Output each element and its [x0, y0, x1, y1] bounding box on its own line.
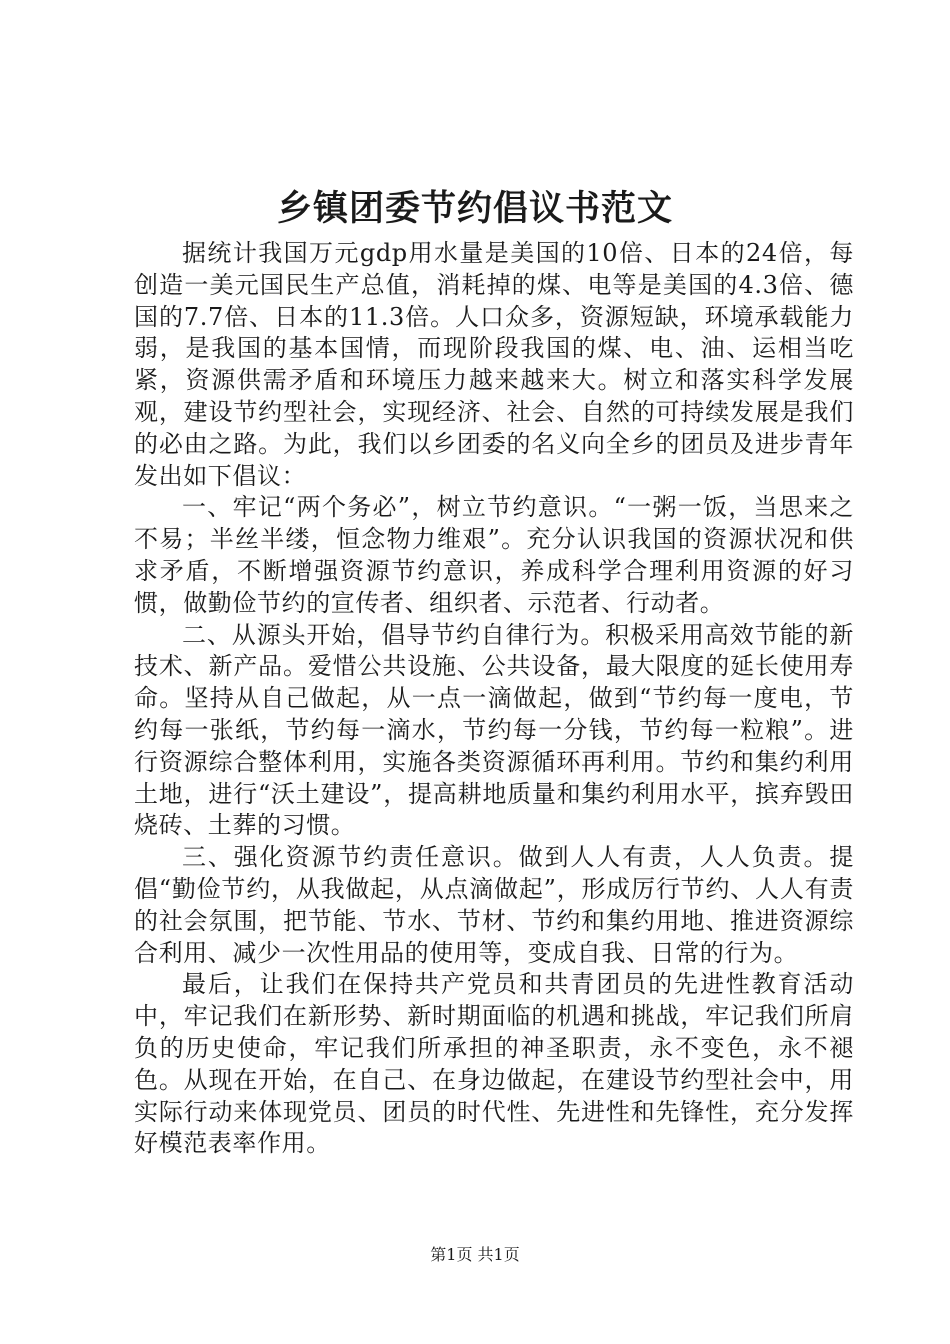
paragraph-intro: 据统计我国万元gdp用水量是美国的10倍、日本的24倍，每创造一美元国民生产总值，消耗掉的煤、电等是美国的4.3倍、德国的7.7倍、日本的11.3倍。人口众多，资源短缺，环境承载能力弱，是我国的基本国情，而现阶段我国的煤、电、油、运相当吃紧，资源供需矛盾和环境压力越来越来大。树立和落实科学发展观，建设节约型社会，实现经济、社会、自然的可持续发展是我们的必由之路。为此，我们以乡团委的名义向全乡的团员及进步青年发出如下倡议： [134, 239, 854, 490]
paragraph-conclusion: 最后，让我们在保持共产党员和共青团员的先进性教育活动中，牢记我们在新形势、新时期面临的机遇和挑战，牢记我们所肩负的历史使命，牢记我们所承担的神圣职责，永不变色，永不褪色。从现在开始，在自己、在身边做起，在建设节约型社会中，用实际行动来体现党员、团员的时代性、先进性和先锋性，充分发挥好模范表率作用。 [134, 970, 854, 1158]
page-number-footer: 第1页 共1页 [430, 1245, 520, 1264]
paragraph-item-3: 三、强化资源节约责任意识。做到人人有责，人人负责。提倡“勤俭节约，从我做起，从点滴做起”，形成厉行节约、人人有责的社会氛围，把节能、节水、节材、节约和集约用地、推进资源综合利用、减少一次性用品的使用等，变成自我、日常的行为。 [134, 843, 854, 967]
document-body [134, 238, 854, 1160]
paragraph-item-1: 一、牢记“两个务必”，树立节约意识。“一粥一饭，当思来之不易；半丝半缕，恒念物力维艰”。充分认识我国的资源状况和供求矛盾，不断增强资源节约意识，养成科学合理利用资源的好习惯，做勤俭节约的宣传者、组织者、示范者、行动者。 [134, 493, 854, 617]
document-title: 乡镇团委节约倡议书范文 [276, 188, 673, 229]
paragraph-item-2: 二、从源头开始，倡导节约自律行为。积极采用高效节能的新技术、新产品。爱惜公共设施、公共设备，最大限度的延长使用寿命。坚持从自己做起，从一点一滴做起，做到“节约每一度电，节约每一张纸，节约每一滴水，节约每一分钱，节约每一粒粮”。进行资源综合整体利用，实施各类资源循环再利用。节约和集约利用土地，进行“沃土建设”，提高耕地质量和集约利用水平，摈弃毁田烧砖、土葬的习惯。 [134, 620, 854, 840]
